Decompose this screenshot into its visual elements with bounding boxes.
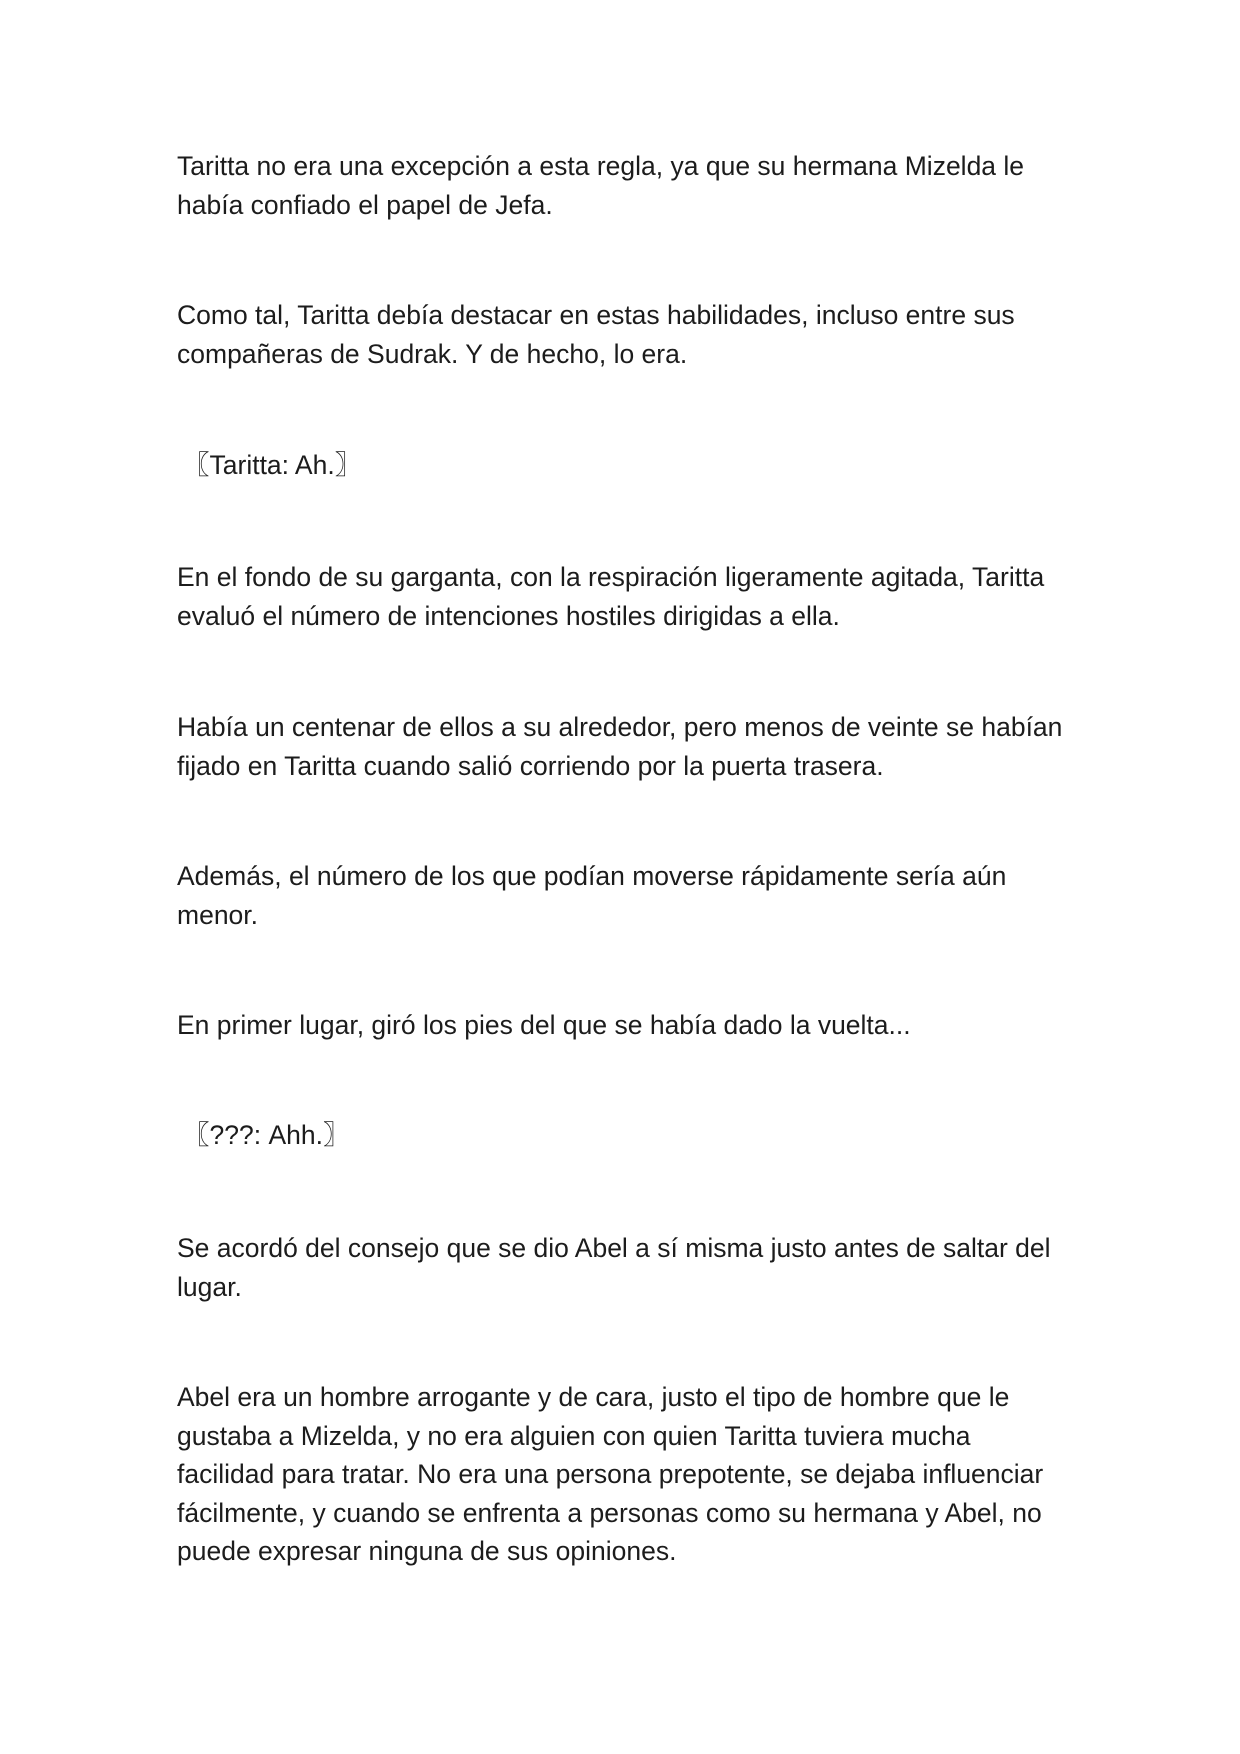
paragraph: Había un centenar de ellos a su alrededor, pero menos de veinte se habían fijado en Taritta cuando salió corriendo por la puerta trasera.: [177, 712, 1063, 781]
paragraph: En el fondo de su garganta, con la respiración ligeramente agitada, Taritta evaluó el número de intenciones hostiles dirigidas a ella.: [177, 562, 1045, 631]
paragraph: Abel era un hombre arrogante y de cara, justo el tipo de hombre que le gustaba a Mizelda, y no era alguien con quien Taritta tuviera mucha facilidad para tratar. No era una persona prepotente, se dejaba influenciar fácilmente, y cuando se enfrenta a personas como su hermana y Abel, no puede expresar ninguna de sus opiniones.: [177, 1382, 1044, 1566]
dialogue-line: 〖Taritta: Ah.〗: [183, 450, 362, 480]
paragraph: Además, el número de los que podían moverse rápidamente sería aún menor.: [177, 861, 1007, 930]
paragraph: Como tal, Taritta debía destacar en estas habilidades, incluso entre sus compañeras de Sudrak. Y de hecho, lo era.: [177, 300, 1015, 369]
paragraph: Se acordó del consejo que se dio Abel a sí misma justo antes de saltar del lugar.: [177, 1233, 1051, 1302]
dialogue-line: 〖???: Ahh.〗: [183, 1120, 350, 1150]
paragraph: Taritta no era una excepción a esta regla, ya que su hermana Mizelda le había confiado el papel de Jefa.: [177, 151, 1025, 220]
paragraph: En primer lugar, giró los pies del que se había dado la vuelta...: [177, 1010, 911, 1040]
